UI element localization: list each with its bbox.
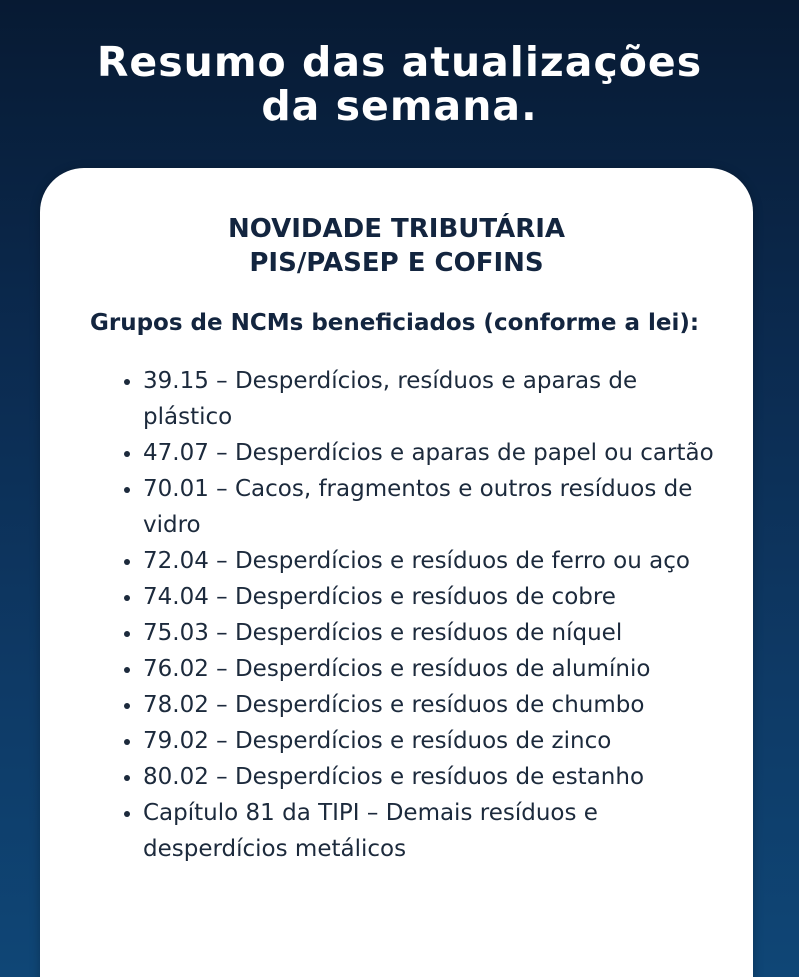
ncm-groups-heading: Grupos de NCMs beneficiados (conforme a lei): [90,310,700,336]
card-title-line-2: PIS/PASEP E COFINS [249,248,544,278]
list-item: • 47.07 – Desperdícios e aparas de papel ou cartão [143,435,723,471]
list-item: • 80.02 – Desperdícios e resíduos de estanho [143,759,723,795]
list-item: • 72.04 – Desperdícios e resíduos de ferro ou aço [143,543,723,579]
list-item: • 70.01 – Cacos, fragmentos e outros resíduos de vidro [143,471,723,543]
list-item: • 75.03 – Desperdícios e resíduos de níquel [143,615,723,651]
list-item: • Capítulo 81 da TIPI – Demais resíduos e desperdícios metálicos [143,795,723,867]
list-item: • 39.15 – Desperdícios, resíduos e aparas de plástico [143,363,723,435]
content-card [40,168,753,977]
list-item: • 76.02 – Desperdícios e resíduos de alumínio [143,651,723,687]
headline-line-2: da semana. [261,82,538,130]
ncm-list [143,363,723,867]
headline-line-1: Resumo das atualizações [96,38,703,86]
list-item: • 79.02 – Desperdícios e resíduos de zinco [143,723,723,759]
page-headline [0,40,799,128]
list-item: • 78.02 – Desperdícios e resíduos de chumbo [143,687,723,723]
list-item: • 74.04 – Desperdícios e resíduos de cobre [143,579,723,615]
card-title [40,212,753,280]
card-title-line-1: NOVIDADE TRIBUTÁRIA [227,214,566,244]
